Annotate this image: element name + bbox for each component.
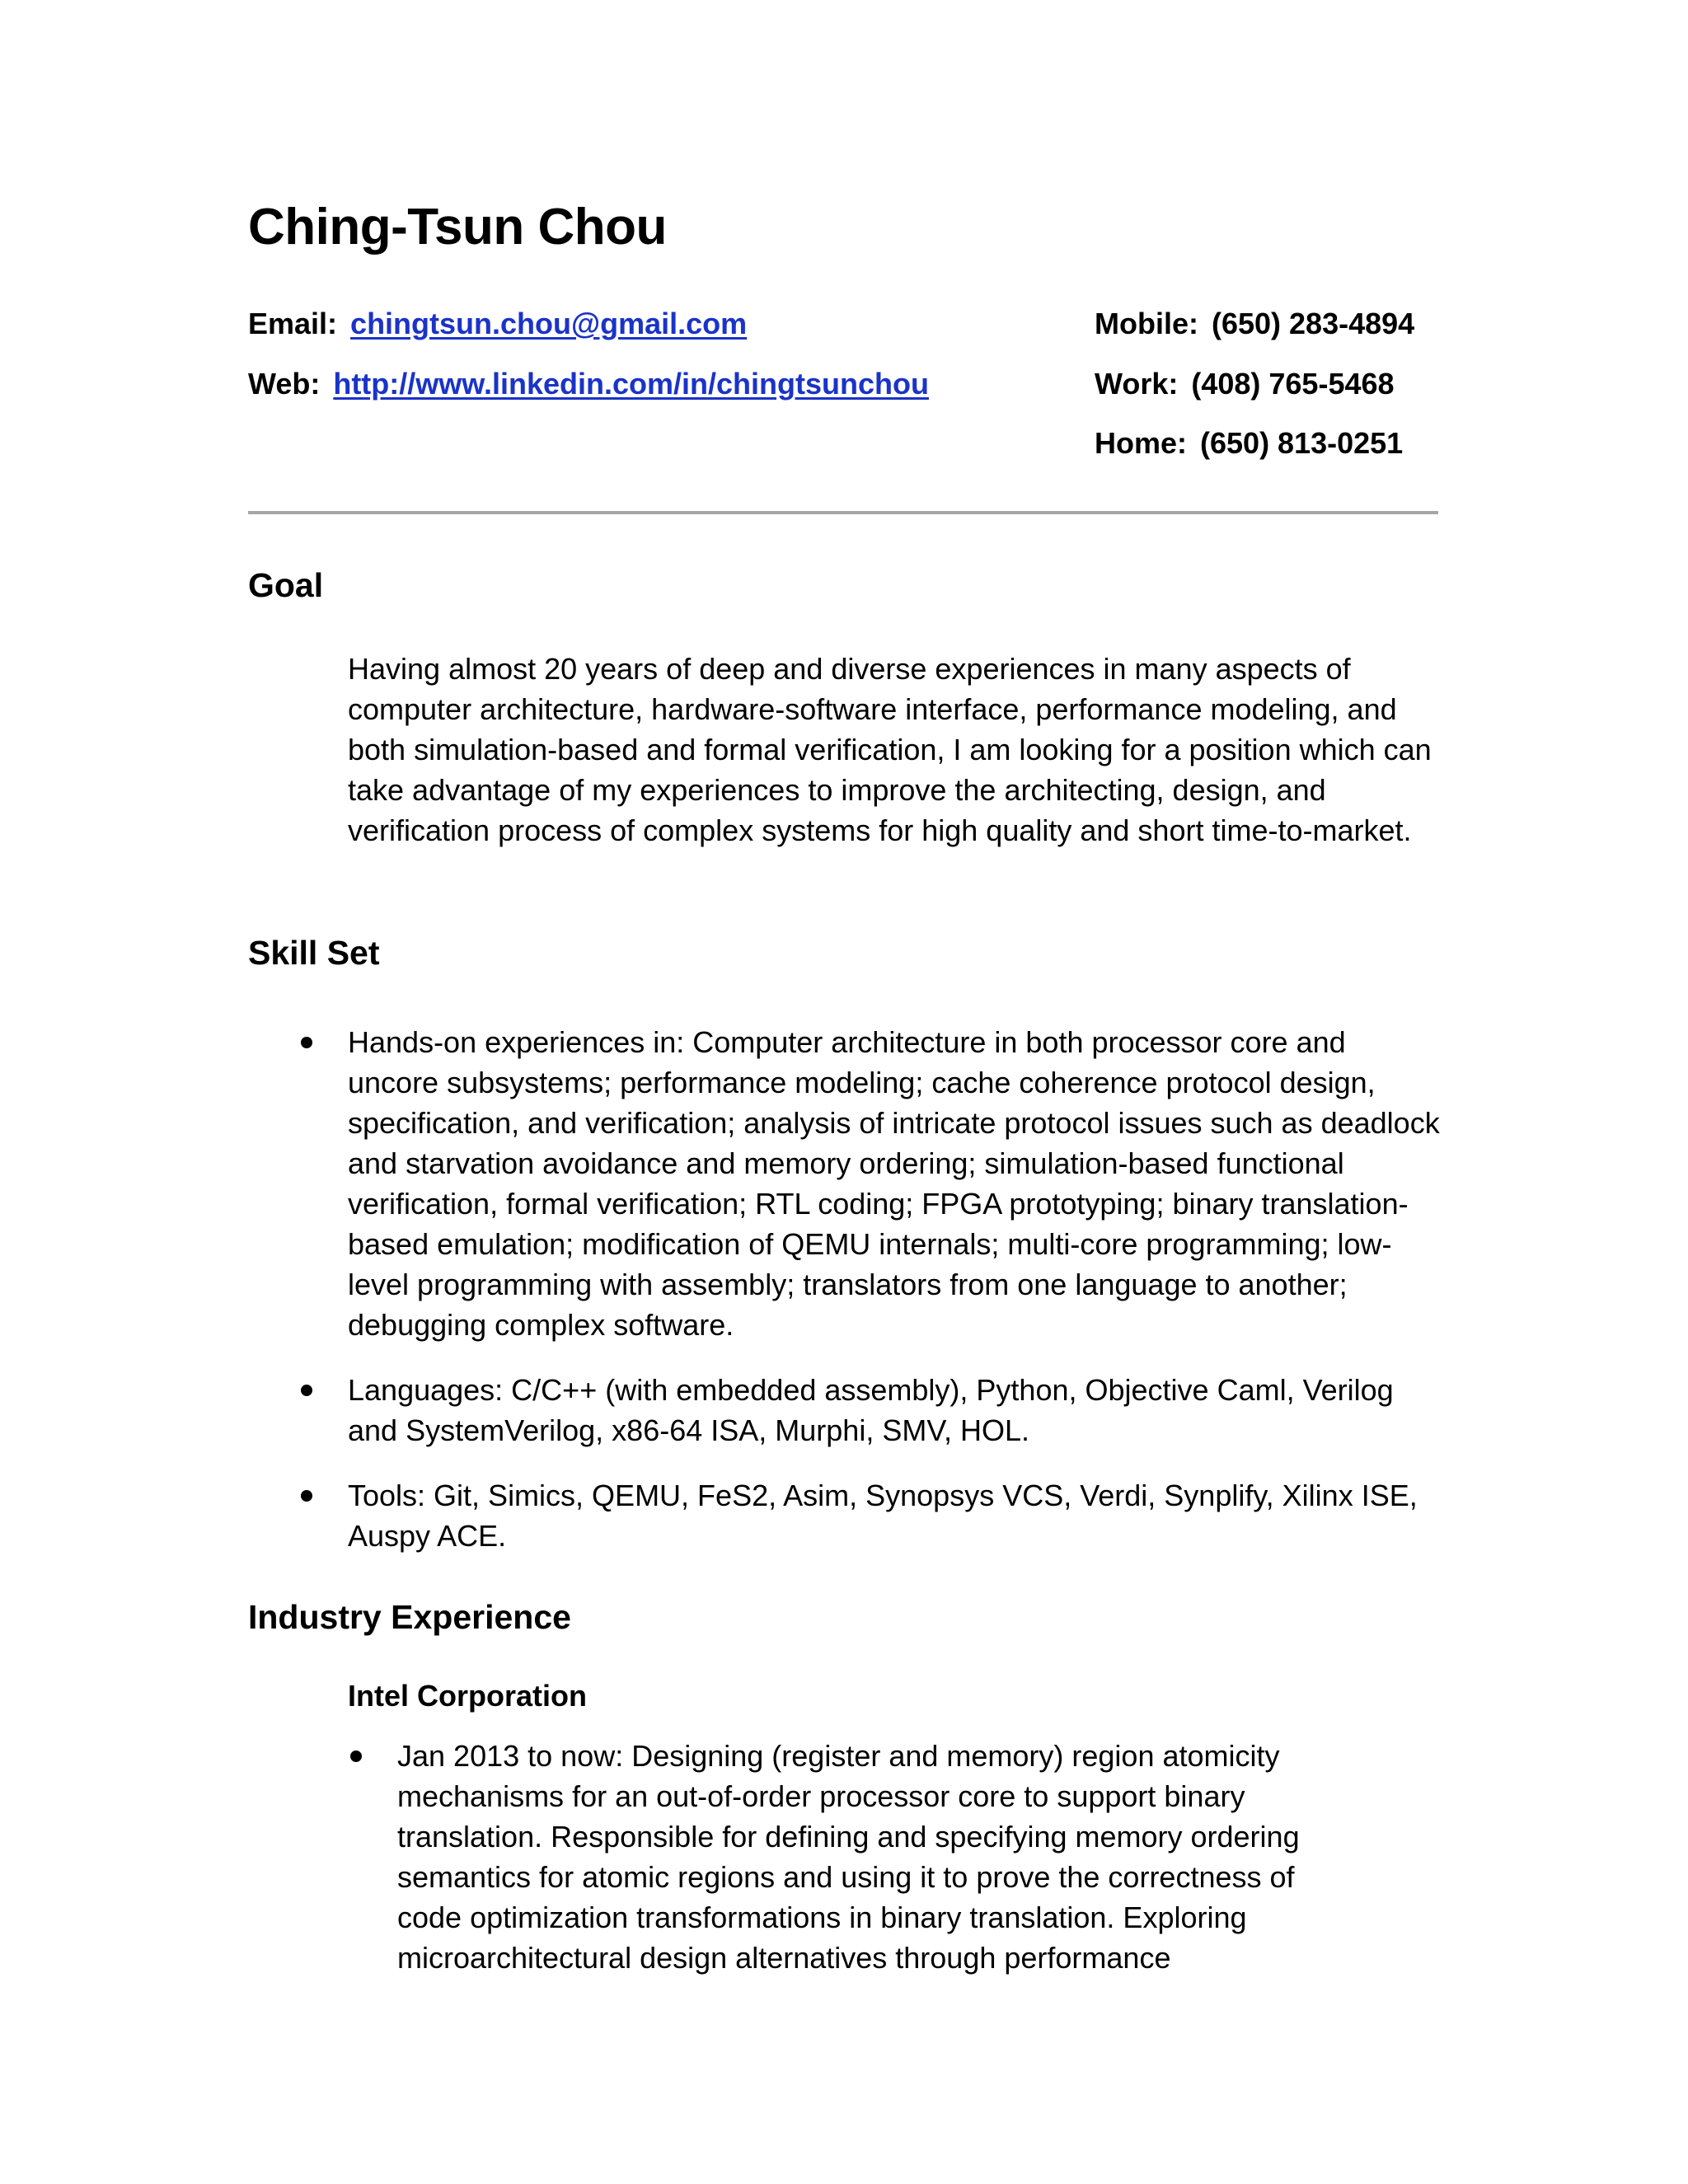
skill-item xyxy=(348,1022,1444,1345)
skill-item xyxy=(348,1370,1444,1451)
web-label: Web: xyxy=(248,367,321,401)
email-line xyxy=(248,309,747,339)
skill-list xyxy=(348,1022,1444,1556)
bullet-icon xyxy=(301,1385,312,1396)
candidate-name: Ching-Tsun Chou xyxy=(248,199,667,255)
work-number: (408) 765-5468 xyxy=(1191,367,1395,401)
home-label: Home: xyxy=(1095,426,1188,460)
industry-experience-heading: Industry Experience xyxy=(248,1598,571,1636)
goal-heading: Goal xyxy=(248,566,324,604)
company-name: Intel Corporation xyxy=(348,1679,587,1713)
experience-item xyxy=(397,1736,1345,1978)
skill-set-heading: Skill Set xyxy=(248,934,380,972)
skill-item xyxy=(348,1475,1444,1556)
home-number: (650) 813-0251 xyxy=(1200,426,1404,460)
experience-item-text: Jan 2013 to now: Designing (register and memory) region atomicity mechanisms for an out-of-order processor core to support binary translation. Responsible for defining and specifying memory ordering semantics for atomic regions and using it to prove the correctness of code optimization transformations in binary translation. Exploring microarchitectural design alternatives through performance xyxy=(397,1739,1300,1975)
bullet-icon xyxy=(350,1750,362,1762)
bullet-icon xyxy=(301,1037,312,1048)
skill-item-text: Languages: C/C++ (with embedded assembly), Python, Objective Caml, Verilog and SystemVerilog, x86-64 ISA, Murphi, SMV, HOL. xyxy=(348,1373,1394,1447)
mobile-number: (650) 283-4894 xyxy=(1211,307,1415,340)
mobile-label: Mobile: xyxy=(1095,307,1198,340)
bullet-icon xyxy=(301,1490,312,1502)
skill-item-text: Hands-on experiences in: Computer architecture in both processor core and uncore subsystems; performance modeling; cache coherence protocol design, specification, and verification; analysis of intricate protocol issues such as deadlock and starvation avoidance and memory ordering; simulation-based functional verification, formal verification; RTL coding; FPGA prototyping; binary translation-based emulation; modification of QEMU internals; multi-core programming; low-level programming with assembly; translators from one language to another; debugging complex software. xyxy=(348,1025,1440,1342)
email-label: Email: xyxy=(248,307,338,340)
web-link[interactable]: http://www.linkedin.com/in/chingtsunchou xyxy=(333,367,929,401)
home-line xyxy=(1095,426,1404,460)
skill-item-text: Tools: Git, Simics, QEMU, FeS2, Asim, Synopsys VCS, Verdi, Synplify, Xilinx ISE, Auspy ACE. xyxy=(348,1479,1418,1553)
email-link[interactable]: chingtsun.chou@gmail.com xyxy=(350,307,748,340)
web-line xyxy=(248,369,929,399)
work-line xyxy=(1095,369,1395,399)
goal-paragraph: Having almost 20 years of deep and diverse experiences in many aspects of computer architecture, hardware-software interface, performance modeling, and both simulation-based and formal verification, I am looking for a position which can take advantage of my experiences to improve the architecting, design, and verification process of complex systems for high quality and short time-to-market. xyxy=(348,652,1432,847)
work-label: Work: xyxy=(1095,367,1179,401)
experience-list xyxy=(397,1736,1345,1978)
mobile-line xyxy=(1095,309,1414,339)
header-divider xyxy=(248,511,1438,514)
